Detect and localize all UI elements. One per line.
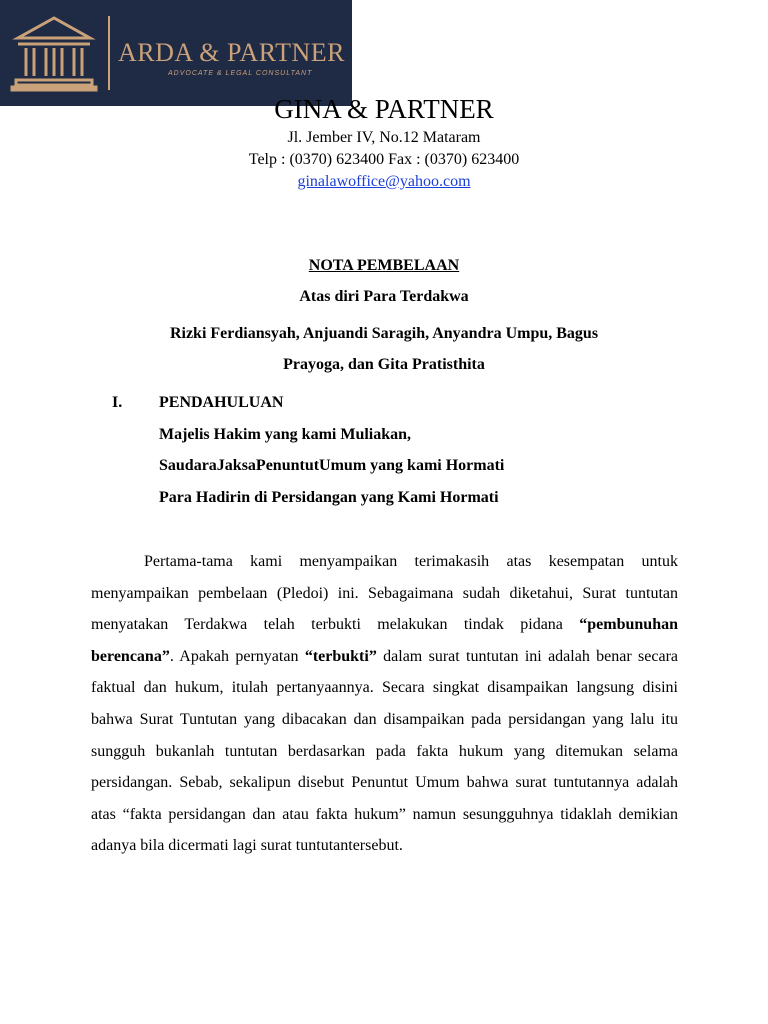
document-title: NOTA PEMBELAAN bbox=[308, 257, 460, 274]
section-number: I. bbox=[112, 394, 123, 411]
paragraph-emphasis: “terbukti” bbox=[304, 647, 377, 665]
firm-phone-fax: Telp : (0370) 623400 Fax : (0370) 623400 bbox=[248, 151, 520, 168]
document-subtitle: Atas diri Para Terdakwa bbox=[299, 288, 469, 305]
defendant-names: Rizki Ferdiansyah, Anjuandi Saragih, Anyandra Umpu, Bagus Prayoga, dan Gita Pratisthita bbox=[169, 325, 599, 373]
courthouse-icon bbox=[10, 14, 98, 92]
body-paragraph bbox=[91, 546, 678, 862]
paragraph-emphasis: “pembunuhan berencana” bbox=[91, 616, 678, 665]
salutation-line: SaudaraJaksaPenuntutUmum yang kami Hormati bbox=[159, 457, 505, 474]
logo-name: ARDA & PARTNER bbox=[118, 38, 345, 67]
firm-name: GINA & PARTNER bbox=[274, 94, 494, 124]
logo-divider bbox=[108, 16, 110, 90]
firm-address: Jl. Jember IV, No.12 Mataram bbox=[287, 129, 481, 146]
salutation-line: Majelis Hakim yang kami Muliakan, bbox=[159, 425, 412, 443]
logo-tagline: ADVOCATE & LEGAL CONSULTANT bbox=[168, 70, 313, 77]
section-heading-block bbox=[159, 393, 679, 519]
paragraph-text: Pertama-tama kami menyampaikan terimakasih atas kesempatan untuk menyampaikan pembelaan (Pledoi) ini. Sebagaimana sudah diketahui, Surat tuntutan menyatakan Terdakwa telah terbukti melakukan tindak pidana bbox=[91, 553, 678, 634]
paragraph-text: dalam surat tuntutan ini adalah benar secara faktual dan hukum, itulah pertanyaannya. Secara singkat disampaikan langsung disini bahwa Surat Tuntutan yang dibacakan dan disampaikan pada persidangan yang lalu itu sungguh bukanlah tuntutan berdasarkan pada fakta hukum yang ditemukan selama persidangan. Sebab, sekalipun disebut Penuntut Umum bahwa surat tuntutannya adalah atas “fakta persidangan dan atau fakta hukum” namun sesungguhnya tidaklah demikian adanya bila dicermati lagi surat tuntutantersebut. bbox=[91, 647, 679, 855]
salutation-line: Para Hadirin di Persidangan yang Kami Hormati bbox=[159, 488, 499, 506]
section-title: PENDAHULUAN bbox=[159, 394, 284, 411]
firm-email-link[interactable]: ginalawoffice@yahoo.com bbox=[297, 173, 471, 190]
paragraph-text: . Apakah pernyatan bbox=[169, 647, 305, 665]
firm-logo bbox=[0, 0, 352, 106]
